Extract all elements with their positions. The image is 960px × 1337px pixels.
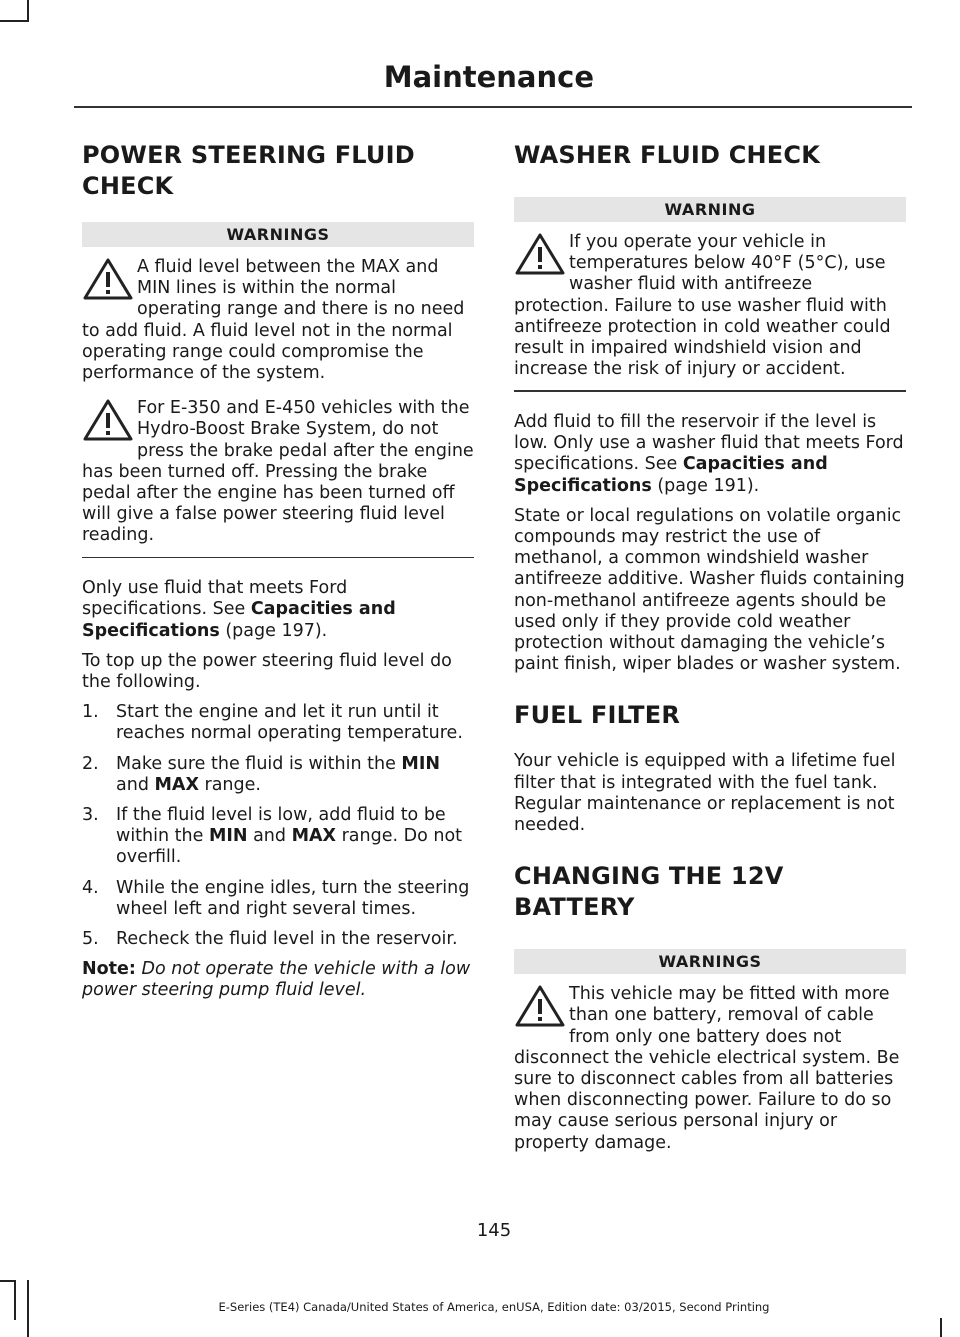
list-item [82, 929, 474, 950]
washer-paragraph [514, 412, 906, 497]
header-rule [74, 106, 912, 108]
step-bold: MAX [154, 774, 199, 795]
warning-label: WARNING [514, 197, 906, 222]
step-bold: MIN [208, 826, 248, 847]
list-item [82, 702, 474, 744]
step-number: 5. [82, 928, 99, 949]
warning-triangle-icon [514, 984, 566, 1028]
paragraph-text: (page 197). [219, 620, 328, 641]
warning-text: If you operate your vehicle in temperatures below 40°F (5°C), use washer fluid with antifreeze protection. Failure to use washer fluid with antifreeze protection in cold weather could result in impaired windshield vision and increase the risk of injury or accident. [514, 232, 891, 380]
fluid-spec-paragraph [82, 578, 474, 642]
note-text: Do not operate the vehicle with a low power steering pump fluid level. [82, 959, 471, 1001]
left-column [82, 140, 474, 1011]
page-footer: E-Series (TE4) Canada/United States of America, enUSA, Edition date: 03/2015, Second Printing [218, 1300, 770, 1314]
fuel-filter-paragraph: Your vehicle is equipped with a lifetime fuel filter that is integrated with the fuel tank. Regular maintenance or replacement is not needed. [514, 751, 896, 835]
warning-rule [514, 390, 906, 392]
section-gap [514, 845, 906, 861]
step-text: Make sure the fluid is within the [116, 753, 402, 774]
step-text: and [116, 774, 155, 795]
battery-heading: CHANGING THE 12V BATTERY [514, 862, 784, 922]
step-number: 3. [82, 804, 99, 825]
warning-triangle-icon [82, 257, 134, 301]
right-column [514, 140, 906, 1164]
crop-mark [0, 20, 29, 22]
step-bold: MIN [401, 753, 440, 774]
crop-mark [940, 1318, 942, 1337]
note-paragraph [82, 959, 474, 1001]
paragraph-text: (page 191). [651, 475, 760, 496]
warning-triangle-icon [514, 232, 566, 276]
warnings-label: WARNINGS [82, 222, 474, 247]
page-number: 145 [476, 1220, 512, 1241]
washer-fluid-heading: WASHER FLUID CHECK [514, 141, 821, 169]
step-text: and [247, 826, 292, 847]
step-text: range. Do not overfill. [116, 826, 463, 868]
warnings-label: WARNINGS [514, 949, 906, 974]
fuel-filter-heading: FUEL FILTER [514, 701, 681, 730]
top-up-paragraph: To top up the power steering fluid level do the following. [82, 650, 452, 692]
step-text: If the fluid level is low, add fluid to be within the [116, 804, 446, 847]
warning-item [82, 257, 474, 384]
paragraph-text: Only use fluid that meets Ford specifications. See [82, 578, 348, 620]
warning-text: This vehicle may be fitted with more than one battery, removal of cable from only one battery does not disconnect the vehicle electrical system. Be sure to disconnect cables from all batteries when disconnecting power. Failure to do so may cause serious personal injury or property damage. [514, 984, 900, 1153]
section-gap [514, 684, 906, 700]
warning-item [514, 984, 906, 1154]
crop-mark [27, 0, 29, 22]
capacities-link[interactable]: Capacities and Specifications [82, 599, 396, 641]
step-number: 2. [82, 753, 99, 774]
paragraph-text: Add fluid to fill the reservoir if the level is low. Only use a washer fluid that meets Ford specifications. See [514, 411, 904, 475]
list-item [82, 878, 474, 920]
step-number: 1. [82, 702, 99, 723]
list-item [82, 754, 474, 796]
warning-item [514, 232, 906, 380]
step-text: Recheck the fluid level in the reservoir. [116, 928, 458, 949]
step-text: range. [198, 774, 261, 795]
warning-rule [82, 557, 474, 559]
power-steering-heading: POWER STEERING FLUID CHECK [82, 141, 415, 200]
warning-item [82, 398, 474, 546]
step-bold: MAX [291, 826, 337, 847]
warning-triangle-icon [82, 398, 134, 442]
voc-paragraph: State or local regulations on volatile organic compounds may restrict the use of methanol, a common windshield washer antifreeze additive. Washer fluids containing non-methanol antifreeze agents should be used only if they provide cold weather protection without damaging the vehicle’s paint finish, wiper blades or washer system. [514, 505, 905, 675]
list-item [82, 805, 474, 869]
step-text: While the engine idles, turn the steering wheel left and right several times. [116, 877, 470, 919]
note-label: Note: [82, 959, 136, 980]
warning-text: A fluid level between the MAX and MIN lines is within the normal operating range and there is no need to add fluid. A fluid level not in the normal operating range could compromise the performance of the system. [82, 257, 465, 384]
step-text: Start the engine and let it run until it reaches normal operating temperature. [116, 702, 463, 744]
capacities-link[interactable]: Capacities and Specifications [514, 454, 828, 496]
top-up-steps [82, 702, 474, 950]
page-header-title: Maintenance [383, 60, 594, 94]
warning-text: For E-350 and E-450 vehicles with the Hydro-Boost Brake System, do not press the brake pedal after the engine has been turned off. Pressing the brake pedal after the engine has been turned off will give a false power steering fluid level reading. [82, 398, 474, 546]
step-number: 4. [82, 877, 99, 898]
